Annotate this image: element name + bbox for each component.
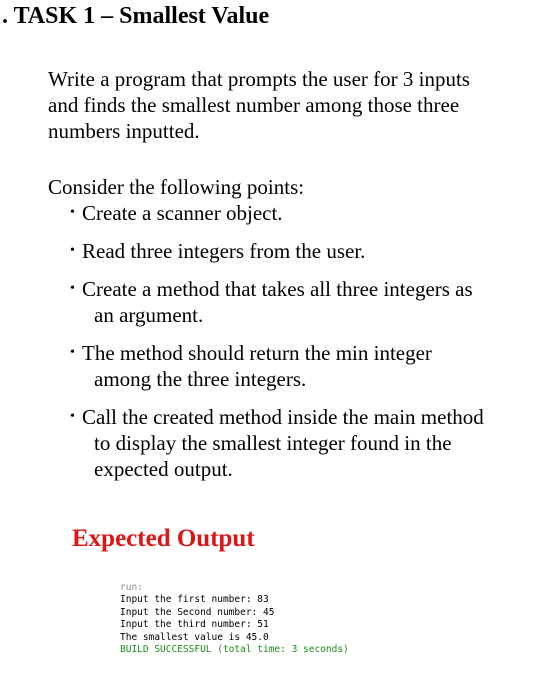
point-text: Create a scanner object. (82, 201, 283, 225)
intro-line: Write a program that prompts the user for 3 inputs (48, 67, 470, 91)
list-item (70, 276, 540, 328)
point-text: expected output. (94, 457, 233, 481)
list-item (70, 200, 540, 226)
point-text: Read three integers from the user. (82, 239, 366, 263)
point-text: an argument. (94, 303, 204, 327)
bullet-icon: • (70, 409, 75, 424)
point-text: Call the created method inside the main method (82, 405, 484, 429)
console-line: The smallest value is 45.0 (120, 631, 269, 643)
bullet-icon: • (70, 281, 75, 296)
console-line: Input the first number: 83 (120, 594, 269, 606)
console-build-status: BUILD SUCCESSFUL (total time: 3 seconds) (120, 644, 349, 656)
point-text: among the three integers. (94, 367, 307, 391)
consider-heading: Consider the following points: (48, 175, 305, 199)
task-title: . TASK 1 – Smallest Value (2, 3, 270, 29)
points-list (70, 200, 540, 494)
console-line: Input the third number: 51 (120, 619, 269, 631)
list-item (70, 238, 540, 264)
intro-line: numbers inputted. (48, 119, 200, 143)
point-text: to display the smallest integer found in the (94, 431, 452, 455)
bullet-icon: • (70, 243, 75, 258)
list-item (70, 340, 540, 392)
list-item (70, 404, 540, 482)
console-line: Input the Second number: 45 (120, 606, 275, 618)
intro-line: and finds the smallest number among those three (48, 93, 460, 117)
bullet-icon: • (70, 345, 75, 360)
bullet-icon: • (70, 205, 75, 220)
point-text: Create a method that takes all three integers as (82, 277, 473, 301)
console-run-line: run: (120, 582, 143, 593)
intro-paragraph (48, 66, 528, 144)
expected-output-title: Expected Output (72, 525, 255, 552)
console-output (120, 582, 349, 656)
point-text: The method should return the min integer (82, 341, 432, 365)
